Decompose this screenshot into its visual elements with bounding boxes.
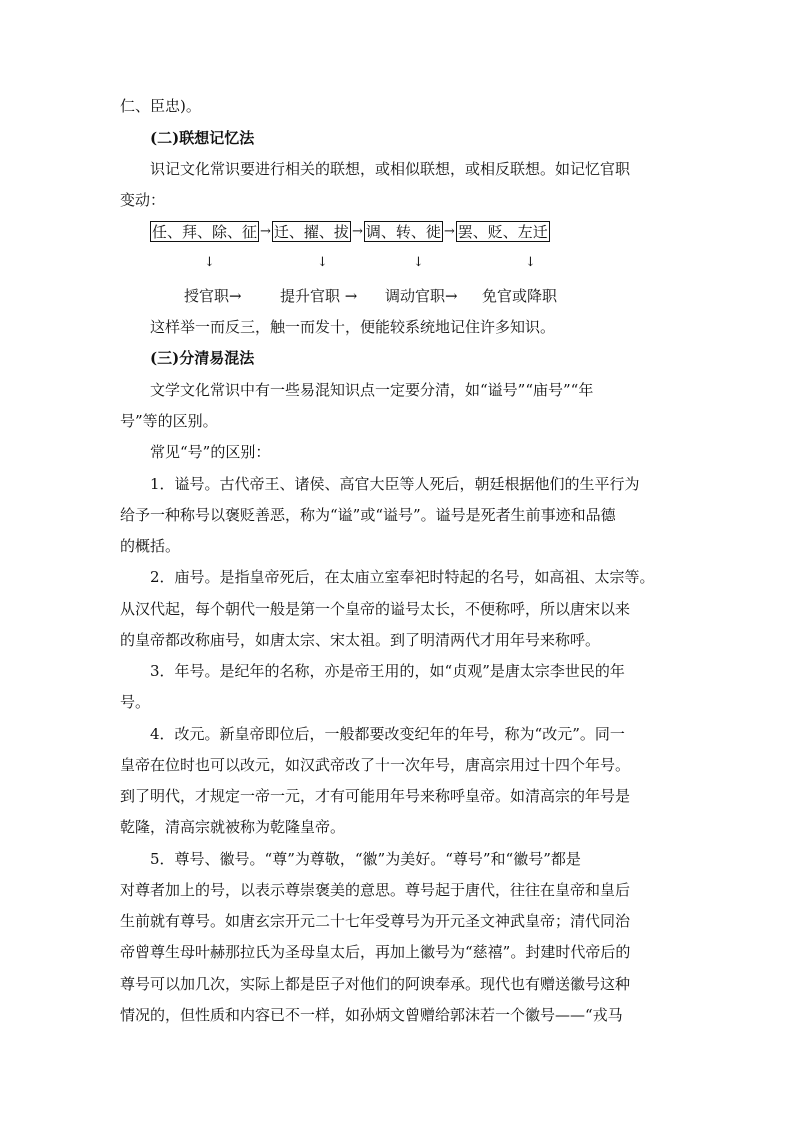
- list-item-line: 4．改元。新皇帝即位后，一般都要改变纪年的年号，称为“改元”。同一: [150, 725, 625, 743]
- list-item-line: 的概括。: [120, 537, 181, 555]
- diagram-label: 授官职→: [184, 287, 242, 305]
- list-item-line: 号。: [120, 693, 151, 711]
- list-item-line: 到了明代，才规定一帝一元，才有可能用年号来称呼皇帝。如清高宗的年号是: [120, 787, 631, 805]
- list-item-line: 3．年号。是纪年的名称，亦是帝王用的，如“贞观”是唐太宗李世民的年: [150, 662, 625, 680]
- section-heading: (二)联想记忆法: [150, 129, 255, 147]
- list-item-line: 尊号可以加几次，实际上都是臣子对他们的阿谀奉承。现代也有赠送徽号这种: [120, 975, 631, 993]
- diagram-label: 提升官职 →: [280, 287, 358, 305]
- list-item-line: 情况的，但性质和内容已不一样，如孙炳文曾赠给郭沫若一个徽号——“戎马: [120, 1006, 623, 1024]
- diagram-box: 调、转、徙: [365, 222, 441, 241]
- list-item-line: 5．尊号、徽号。“尊”为尊敬，“徽”为美好。“尊号”和“徽号”都是: [150, 850, 581, 868]
- section-heading: (三)分清易混法: [150, 349, 255, 367]
- text-line: 文学文化常识中有一些易混知识点一定要分清，如“谥号”“庙号”“年: [150, 381, 594, 399]
- diagram-box: 任、拜、除、征: [152, 222, 258, 241]
- list-item-line: 生前就有尊号。如唐玄宗开元二十七年受尊号为开元圣文神武皇帝；清代同治: [120, 912, 631, 930]
- text-line: 仁、臣忠)。: [120, 97, 201, 115]
- list-item-line: 给予一种称号以褒贬善恶，称为“谥”或“谥号”。谥号是死者生前事迹和品德: [120, 506, 616, 524]
- office-change-diagram: [150, 220, 550, 242]
- right-arrow-icon: →: [443, 223, 455, 239]
- list-item-line: 皇帝在位时也可以改元，如汉武帝改了十一次年号，唐高宗用过十四个年号。: [120, 756, 631, 774]
- diagram-box: 迁、擢、拔: [273, 222, 349, 241]
- down-arrow-icon: ↓: [525, 255, 536, 270]
- list-item-line: 对尊者加上的号，以表示尊崇褒美的意思。尊号起于唐代，往往在皇帝和皇后: [120, 881, 631, 899]
- list-item-line: 的皇帝都改称庙号，如唐太宗、宋太祖。到了明清两代才用年号来称呼。: [120, 631, 601, 649]
- down-arrow-icon: ↓: [317, 255, 328, 270]
- diagram-label: 调动官职→: [385, 287, 458, 305]
- list-item-line: 帝曾尊生母叶赫那拉氏为圣母皇太后，再加上徽号为“慈禧”。封建时代帝后的: [120, 943, 631, 961]
- text-line: 识记文化常识要进行相关的联想，或相似联想，或相反联想。如记忆官职: [150, 160, 631, 178]
- right-arrow-icon: →: [351, 223, 363, 239]
- list-item-line: 从汉代起，每个朝代一般是第一个皇帝的谥号太长，不便称呼，所以唐宋以来: [120, 600, 631, 618]
- diagram-box: 罢、贬、左迁: [457, 222, 548, 241]
- text-line: 这样举一而反三，触一而发十，便能较系统地记住许多知识。: [150, 318, 556, 336]
- right-arrow-icon: →: [260, 223, 271, 239]
- diagram-label: 免官或降职: [482, 287, 558, 305]
- list-item-line: 乾隆，清高宗就被称为乾隆皇帝。: [120, 818, 346, 836]
- down-arrow-icon: ↓: [413, 255, 424, 270]
- text-line: 常见“号”的区别：: [150, 443, 271, 461]
- list-item-line: 1．谥号。古代帝王、诸侯、高官大臣等人死后，朝廷根据他们的生平行为: [150, 475, 640, 493]
- text-line: 号”等的区别。: [120, 412, 218, 430]
- down-arrow-icon: ↓: [204, 255, 215, 270]
- list-item-line: 2．庙号。是指皇帝死后，在太庙立室奉祀时特起的名号，如高祖、太宗等。: [150, 568, 655, 586]
- text-line: 变动：: [120, 191, 166, 209]
